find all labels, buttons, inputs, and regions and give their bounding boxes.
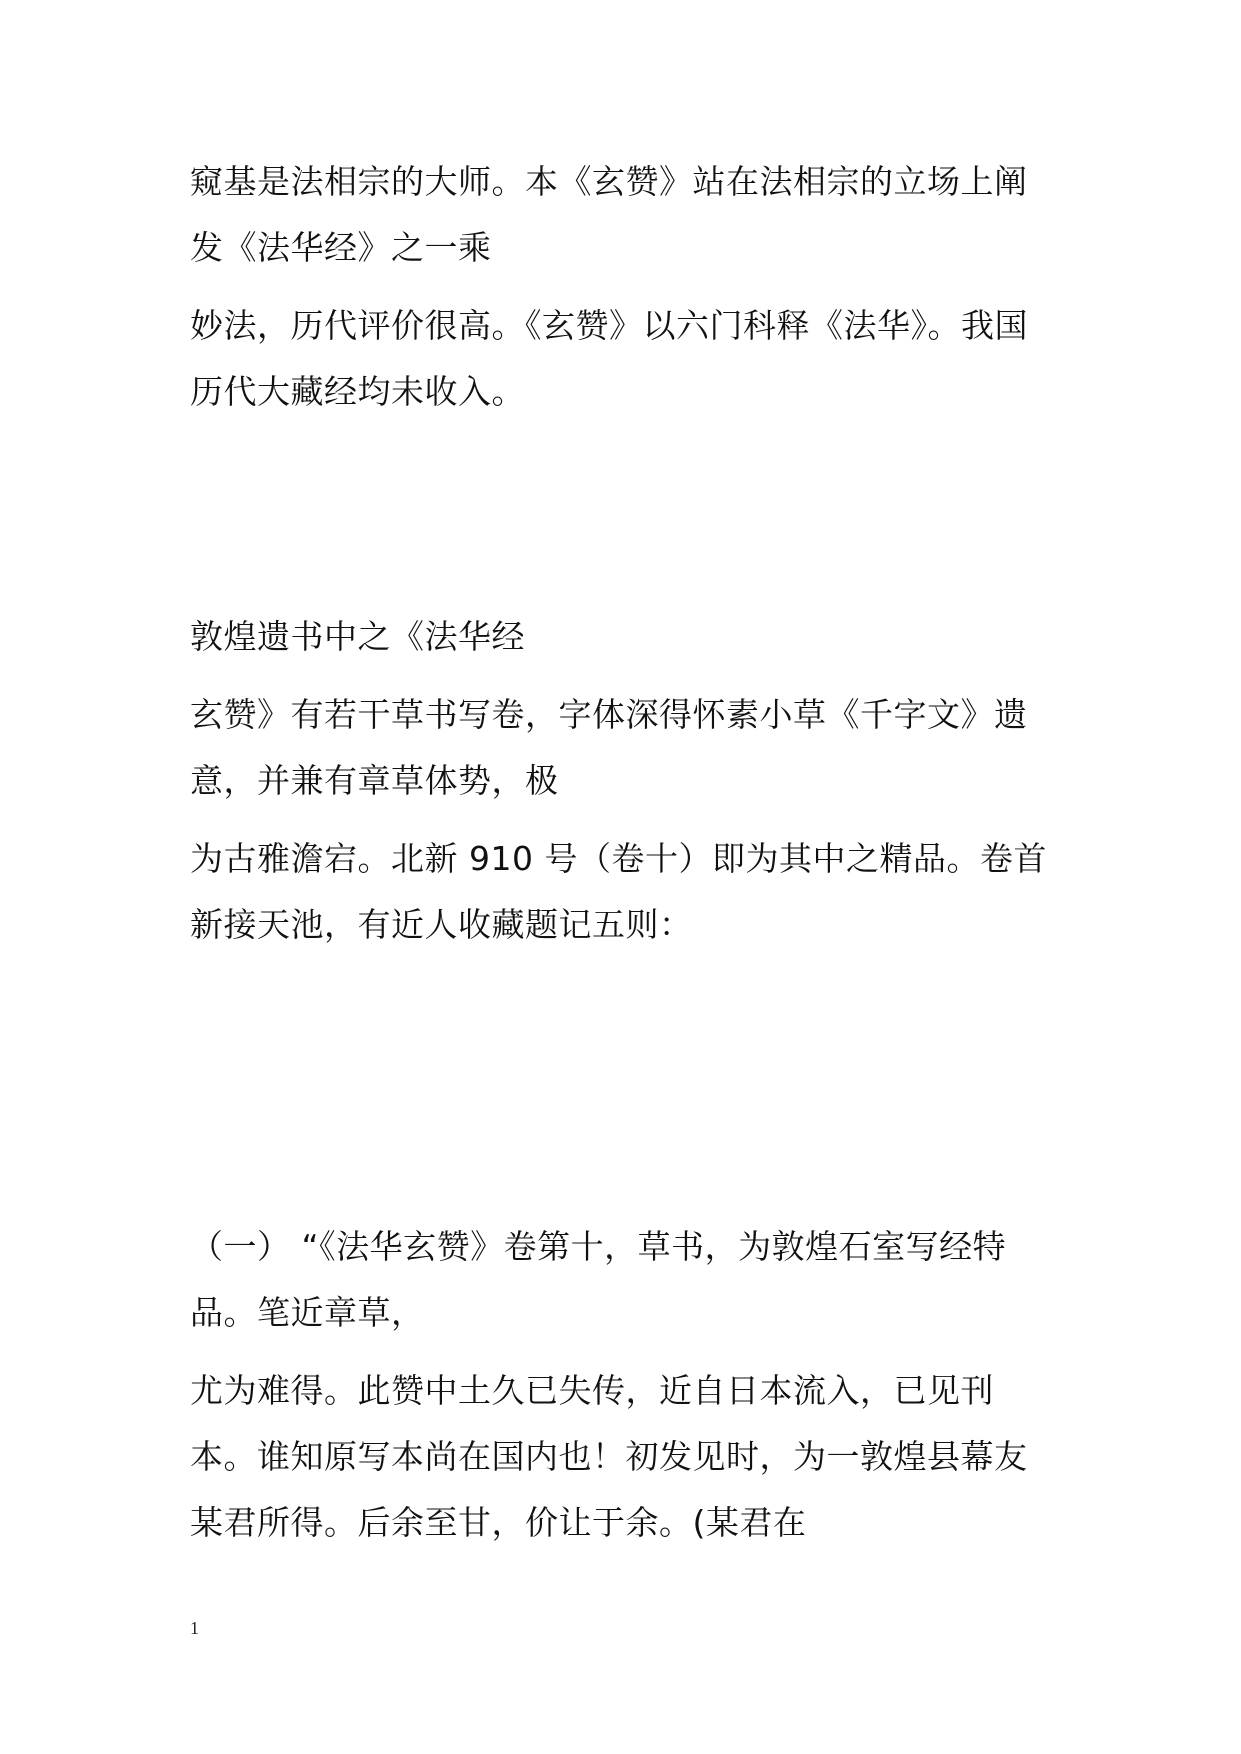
paragraph-2-line-1: 妙法，历代评价很高。《玄赞》以六门科释《法华》。我国 (190, 306, 1028, 345)
paragraph-4-line-2: 意，并兼有章草体势，极 (190, 761, 559, 800)
paragraph-1-line-1: 窥基是法相宗的大师。本《玄赞》站在法相宗的立场上阐 (190, 162, 1028, 201)
paragraph-5-line-1: 为古雅澹宕。北新 910 号（卷十）即为其中之精品。卷首 (190, 839, 1047, 878)
paragraph-2-line-2: 历代大藏经均未收入。 (190, 372, 525, 411)
page-number: 1 (190, 1618, 199, 1638)
paragraph-6-line-2: 品。笔近章草， (190, 1293, 425, 1332)
paragraph-7-line-3: 某君所得。后余至甘，价让于余。(某君在 (190, 1503, 807, 1542)
paragraph-3-line-1: 敦煌遗书中之《法华经 (190, 617, 525, 656)
paragraph-5-line-2: 新接天池，有近人收藏题记五则： (190, 905, 693, 944)
paragraph-4-line-1: 玄赞》有若干草书写卷，字体深得怀素小草《千字文》遗 (190, 695, 1028, 734)
paragraph-1-line-2: 发《法华经》之一乘 (190, 228, 492, 267)
paragraph-6-line-1: （一） “《法华玄赞》卷第十，草书，为敦煌石室写经特 (190, 1227, 1007, 1266)
paragraph-7-line-1: 尤为难得。此赞中土久已失传，近自日本流入，已见刊 (190, 1371, 994, 1410)
paragraph-7-line-2: 本。谁知原写本尚在国内也！初发见时，为一敦煌县幕友 (190, 1437, 1028, 1476)
